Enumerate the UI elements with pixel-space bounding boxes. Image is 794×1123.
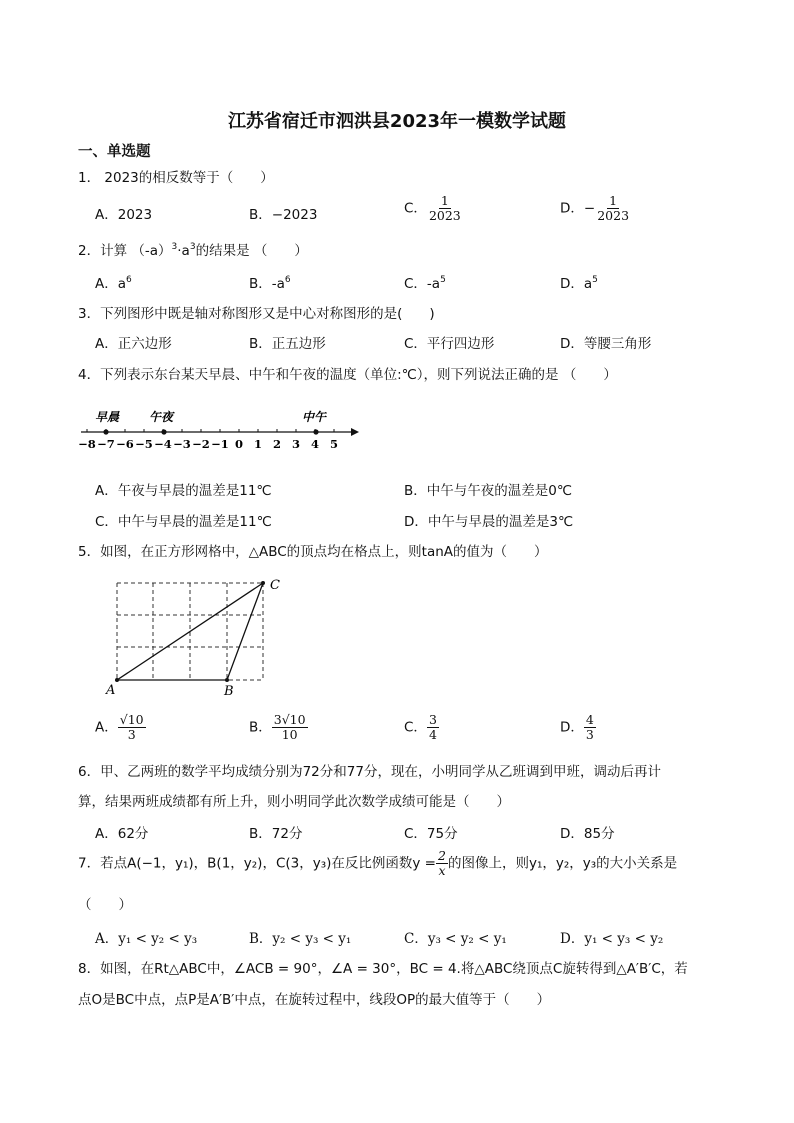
number-line-figure xyxy=(75,405,365,455)
fraction: $\frac{1}{2023}$ xyxy=(597,193,630,223)
grid-triangle-figure xyxy=(100,572,300,702)
q7-option-d: D．y₁ < y₃ < y₂ xyxy=(560,931,664,947)
question-6-line-1: 6．甲、乙两班的数学平均成绩分别为72分和77分，现在，小明同学从乙班调到甲班，调动后再计 xyxy=(78,764,661,780)
label-noon: 中午 xyxy=(302,410,327,424)
q1-option-b: B．−2023 xyxy=(249,207,318,223)
fraction: $\frac{2}{x}$ xyxy=(438,848,446,878)
question-6-line-2: 算，结果两班成绩都有所上升，则小明同学此次数学成绩可能是（ ） xyxy=(78,794,510,810)
tick-label: −8 xyxy=(78,437,96,451)
fraction: $\frac{3√10}{10}$ xyxy=(273,712,306,742)
tick-label: 1 xyxy=(253,437,263,451)
tick-label: 5 xyxy=(329,437,339,451)
q1-option-a: A．2023 xyxy=(95,207,153,223)
vertex-a xyxy=(115,678,119,682)
section-heading: 一、单选题 xyxy=(78,144,151,160)
q3-option-a: A．正六边形 xyxy=(95,336,172,352)
vertex-b xyxy=(225,678,229,682)
fraction: $\frac{√10}{3}$ xyxy=(119,712,144,742)
q6-option-a: A．62分 xyxy=(95,826,149,842)
tick-label: 4 xyxy=(310,437,320,451)
q6-option-b: B．72分 xyxy=(249,826,303,842)
q5-option-b: B． $\frac{3√10}{10}$ xyxy=(249,712,306,742)
tick-label: −3 xyxy=(173,437,191,451)
q5-option-c: C． $\frac{3}{4}$ xyxy=(404,712,437,742)
page-title: 江苏省宿迁市泗洪县2023年一模数学试题 xyxy=(227,111,567,132)
q2-option-c: C．$-a^5$ xyxy=(404,275,446,292)
tick-label: −5 xyxy=(135,437,153,451)
tick-label: −4 xyxy=(154,437,172,451)
q7-option-a: A．y₁ < y₂ < y₃ xyxy=(95,931,198,947)
q6-option-d: D．85分 xyxy=(560,826,615,842)
q7-option-b: B．y₂ < y₃ < y₁ xyxy=(249,931,352,947)
question-8-line-2: 点O是BC中点，点P是A′B′中点，在旋转过程中，线段OP的最大值等于（ ） xyxy=(78,992,551,1008)
fraction: $\frac{4}{3}$ xyxy=(585,712,594,742)
q4-option-b: B．中午与午夜的温差是0℃ xyxy=(404,483,573,499)
question-2-stem: 2．计算 $(-a)^3\cdot a^3$的结果是 （ ） xyxy=(78,242,308,259)
label-a: A xyxy=(106,683,116,698)
q3-option-d: D．等腰三角形 xyxy=(560,336,652,352)
q6-option-c: C．75分 xyxy=(404,826,458,842)
point-noon xyxy=(313,429,318,434)
q3-option-b: B．正五边形 xyxy=(249,336,326,352)
label-midnight: 午夜 xyxy=(149,410,174,424)
q4-option-d: D．中午与早晨的温差是3℃ xyxy=(404,514,574,530)
point-midnight xyxy=(161,429,166,434)
label-b: B xyxy=(224,684,234,699)
vertex-c xyxy=(261,581,265,585)
q2-option-a: A．$a^6$ xyxy=(95,275,132,292)
tick-label: 0 xyxy=(234,437,244,451)
tick-label: 2 xyxy=(272,437,282,451)
question-8-line-1: 8．如图，在Rt△ABC中，∠ACB = 90°，∠A = 30°，BC = 4.将△ABC绕顶点C旋转得到△A′B′C，若 xyxy=(78,961,688,977)
tick-label: −1 xyxy=(211,437,229,451)
question-1-stem xyxy=(78,166,274,186)
q4-option-a: A．午夜与早晨的温差是11℃ xyxy=(95,483,272,499)
arrow-icon xyxy=(351,428,359,436)
q2-option-d: D．$a^5$ xyxy=(560,275,598,292)
q2-option-b: B．$-a^6$ xyxy=(249,275,291,292)
q4-option-c: C．中午与早晨的温差是11℃ xyxy=(95,514,272,530)
question-5-stem: 5．如图，在正方形网格中，△ABC的顶点均在格点上，则tanA的值为（ ） xyxy=(78,544,548,560)
tick-label: 3 xyxy=(291,437,301,451)
point-morning xyxy=(103,429,108,434)
question-3-stem: 3．下列图形中既是轴对称图形又是中心对称图形的是( ) xyxy=(78,306,435,322)
question-number: 1． xyxy=(78,170,101,186)
q1-option-c: C． $\frac{1}{2023}$ xyxy=(404,193,461,223)
question-4-stem: 4．下列表示东台某天早晨、中午和午夜的温度（单位:℃），则下列说法正确的是 （ ） xyxy=(78,367,617,383)
q3-option-c: C．平行四边形 xyxy=(404,336,495,352)
label-morning: 早晨 xyxy=(95,410,120,424)
q7-option-c: C．y₃ < y₂ < y₁ xyxy=(404,931,507,947)
tick-label: −2 xyxy=(192,437,210,451)
fraction: $\frac{3}{4}$ xyxy=(428,712,437,742)
fraction: $\frac{1}{2023}$ xyxy=(428,193,461,223)
tick-label: −6 xyxy=(116,437,134,451)
q5-option-d: D． $\frac{4}{3}$ xyxy=(560,712,594,742)
q1-option-d: D．− $\frac{1}{2023}$ xyxy=(560,193,630,223)
question-7-line-1: 7．若点A(−1，y₁)，B(1，y₂)，C(3，y₃)在反比例函数y = $\frac{2}{x}$ 的图像上，则y₁，y₂，y₃的大小关系是 xyxy=(78,848,678,878)
question-7-line-2: （ ） xyxy=(78,897,132,913)
question-text: 2023的相反数等于（ ） xyxy=(100,170,274,186)
label-c: C xyxy=(270,578,280,593)
q5-option-a: A． $\frac{√10}{3}$ xyxy=(95,712,144,742)
tick-label: −7 xyxy=(97,437,115,451)
